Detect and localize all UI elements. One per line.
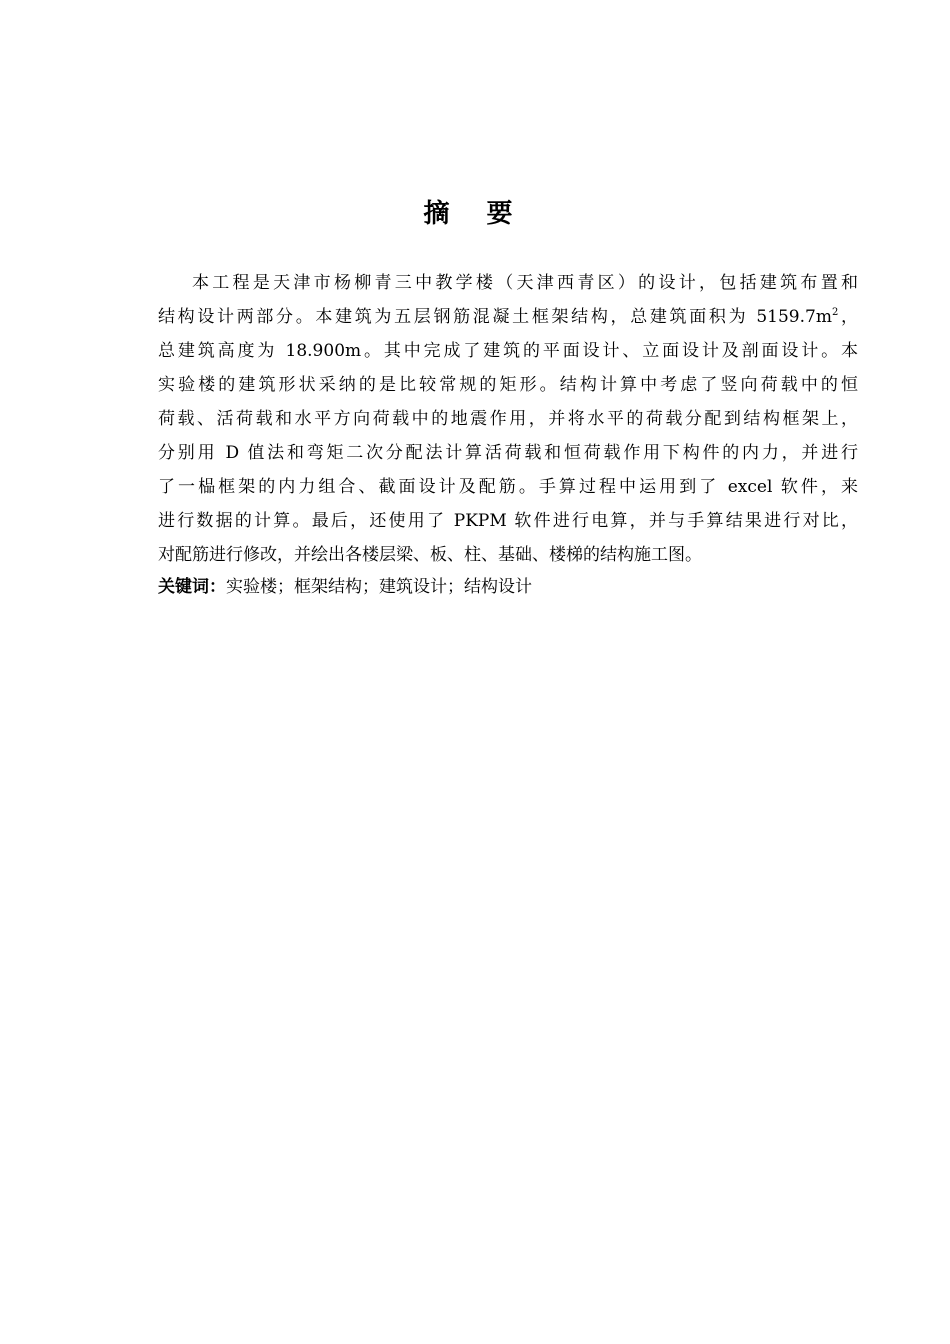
abstract-line-with-area (158, 300, 858, 334)
abstract-line-text: 结构设计两部分。本建筑为五层钢筋混凝土框架结构，总建筑面积为 5159.7m (158, 307, 832, 327)
abstract-line: 分别用 D 值法和弯矩二次分配法计算活荷载和恒荷载作用下构件的内力，并进行 (158, 443, 858, 463)
keywords-text: 实验楼；框架结构；建筑设计；结构设计 (226, 577, 532, 597)
page-title: 摘 要 (423, 199, 527, 229)
keywords-label: 关键词： (158, 577, 226, 597)
keywords-line (158, 571, 858, 603)
area-suffix: ， (838, 307, 859, 327)
abstract-line: 荷载、活荷载和水平方向荷载中的地震作用，并将水平的荷载分配到结构框架上， (158, 409, 858, 429)
abstract-body (158, 266, 858, 572)
area-superscript: 2 (831, 307, 839, 318)
abstract-line: 总建筑高度为 18.900m。其中完成了建筑的平面设计、立面设计及剖面设计。本 (158, 341, 858, 361)
abstract-line: 对配筋进行修改，并绘出各楼层梁、板、柱、基础、楼梯的结构施工图。 (158, 545, 702, 565)
abstract-line: 实验楼的建筑形状采纳的是比较常规的矩形。结构计算中考虑了竖向荷载中的恒 (158, 375, 858, 395)
abstract-line: 本工程是天津市杨柳青三中教学楼（天津西青区）的设计，包括建筑布置和 (192, 273, 858, 293)
abstract-line: 进行数据的计算。最后，还使用了 PKPM 软件进行电算，并与手算结果进行对比， (158, 511, 858, 531)
abstract-line: 了一榀框架的内力组合、截面设计及配筋。手算过程中运用到了 excel 软件，来 (158, 477, 858, 497)
